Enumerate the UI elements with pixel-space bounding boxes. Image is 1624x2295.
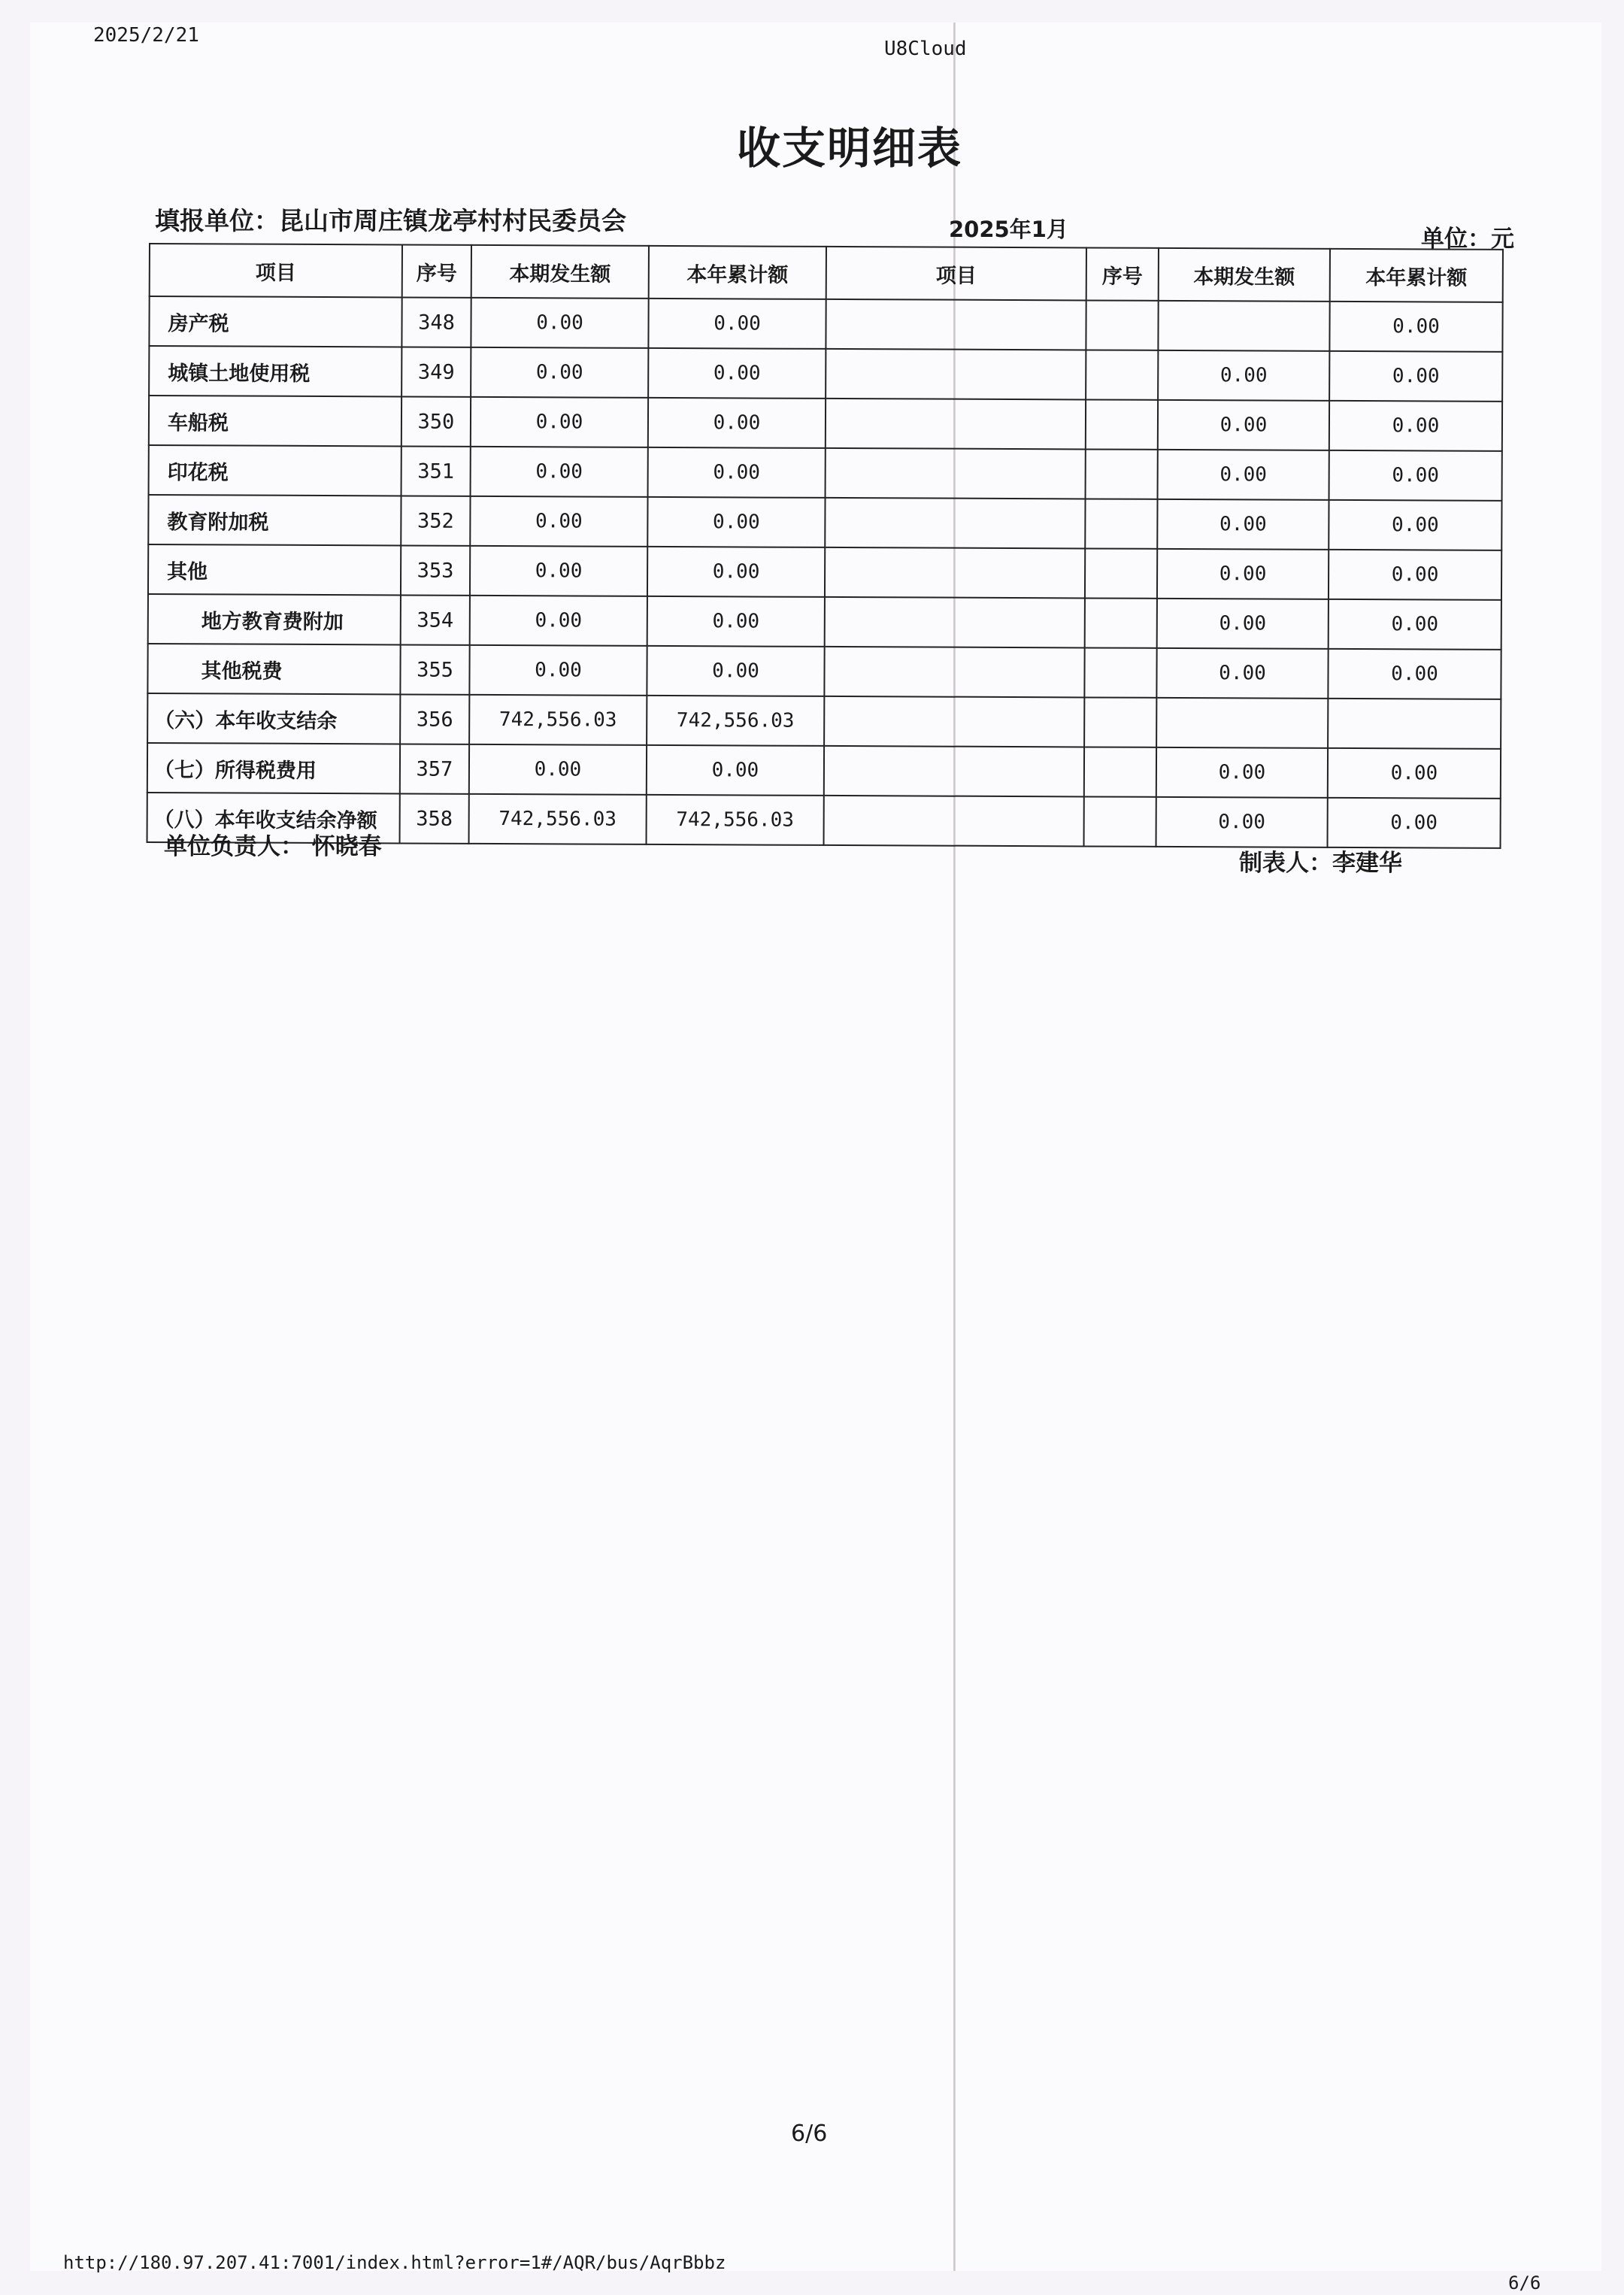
- currency-unit: 单位：元: [1421, 226, 1514, 253]
- reporting-unit: 填报单位：昆山市周庄镇龙亭村村民委员会: [155, 206, 626, 235]
- row-item-right: [824, 746, 1084, 797]
- row-current: 0.00: [470, 496, 647, 547]
- row-item-right: [826, 448, 1086, 499]
- header-seq: 序号: [402, 244, 471, 297]
- header-item: 项目: [150, 244, 402, 297]
- row-current-right: [1156, 698, 1328, 748]
- table-row: [149, 396, 1502, 451]
- page-number: 6/6: [791, 2121, 828, 2147]
- row-seq-right: [1086, 350, 1158, 399]
- header-ytd-amount: 本年累计额: [649, 246, 826, 299]
- row-current: 0.00: [470, 596, 647, 646]
- row-seq-right: [1086, 449, 1158, 499]
- row-seq: 354: [401, 595, 470, 644]
- row-ytd-right: 0.00: [1329, 450, 1502, 501]
- row-ytd-right: 0.00: [1328, 649, 1501, 699]
- header-current-amount-right: 本期发生额: [1159, 248, 1330, 302]
- row-item-right: [826, 299, 1086, 350]
- header-item-right: 项目: [826, 247, 1086, 301]
- row-item-right: [824, 696, 1084, 747]
- row-item-right: [825, 498, 1085, 549]
- table-row: [148, 594, 1501, 650]
- row-item: 车船税: [149, 396, 401, 446]
- table-row: [147, 693, 1501, 749]
- table-header-row: [150, 244, 1503, 302]
- preparer-signature: 制表人：李建华: [1239, 850, 1402, 877]
- row-current-right: 0.00: [1157, 549, 1329, 599]
- row-current: 0.00: [469, 744, 647, 795]
- row-current: 0.00: [471, 347, 648, 398]
- row-ytd: 0.00: [648, 348, 826, 399]
- row-item-right: [824, 796, 1084, 847]
- row-seq: 357: [400, 744, 469, 793]
- header-current-amount: 本期发生额: [471, 245, 649, 299]
- unit-head-signature: 单位负责人： 怀晓春: [164, 833, 382, 860]
- row-item: （六）本年收支结余: [147, 693, 400, 744]
- row-ytd: 0.00: [647, 745, 824, 796]
- row-ytd-right: 0.00: [1329, 302, 1502, 352]
- header-seq-right: 序号: [1086, 247, 1159, 300]
- row-item: 其他税费: [147, 644, 400, 694]
- row-seq-right: [1085, 548, 1157, 598]
- row-item-right: [825, 597, 1085, 648]
- row-ytd: 0.00: [648, 398, 826, 448]
- table-row: [148, 544, 1501, 600]
- row-current: 742,556.03: [469, 695, 647, 745]
- row-item-right: [824, 647, 1084, 698]
- row-seq: 351: [401, 446, 471, 496]
- report-period: 2025年1月: [949, 217, 1068, 242]
- row-current-right: 0.00: [1157, 499, 1329, 550]
- row-ytd: 0.00: [648, 447, 826, 498]
- row-current-right: 0.00: [1156, 797, 1328, 847]
- row-seq-right: [1084, 796, 1156, 846]
- row-current: 0.00: [469, 645, 647, 696]
- row-seq-right: [1085, 598, 1157, 647]
- row-item: （七）所得税费用: [147, 743, 400, 793]
- row-item-right: [826, 399, 1086, 450]
- row-ytd: 0.00: [647, 646, 824, 696]
- row-ytd: 0.00: [647, 596, 825, 647]
- table-row: [149, 296, 1502, 352]
- row-seq: 356: [400, 694, 469, 744]
- row-current-right: 0.00: [1158, 400, 1329, 450]
- row-ytd-right: 0.00: [1329, 599, 1501, 650]
- row-seq-right: [1085, 499, 1157, 548]
- row-seq-right: [1084, 697, 1156, 747]
- row-current-right: 0.00: [1156, 648, 1328, 699]
- row-ytd: 742,556.03: [647, 696, 824, 746]
- row-ytd-right: 0.00: [1329, 500, 1501, 550]
- table-row: [149, 445, 1502, 501]
- row-current: 0.00: [471, 447, 648, 497]
- row-seq: 353: [401, 545, 470, 595]
- row-item: （八）本年收支结余净额: [147, 793, 400, 843]
- row-current-right: 0.00: [1158, 350, 1329, 401]
- row-seq-right: [1086, 399, 1158, 449]
- row-item: 印花税: [149, 445, 401, 496]
- row-current: 742,556.03: [469, 794, 647, 844]
- row-seq-right: [1084, 747, 1156, 796]
- row-current-right: [1158, 301, 1329, 351]
- print-date: 2025/2/21: [93, 24, 199, 47]
- row-current-right: 0.00: [1157, 599, 1329, 649]
- row-current-right: 0.00: [1156, 747, 1328, 798]
- row-item-right: [826, 349, 1086, 400]
- row-item: 其他: [148, 544, 401, 595]
- row-seq-right: [1084, 647, 1156, 697]
- row-ytd-right: 0.00: [1328, 748, 1501, 799]
- row-item: 城镇土地使用税: [149, 346, 401, 396]
- row-current: 0.00: [471, 397, 648, 447]
- row-seq: 358: [400, 793, 469, 843]
- row-seq: 350: [401, 396, 471, 446]
- row-ytd-right: [1328, 699, 1501, 749]
- row-ytd: 0.00: [648, 299, 826, 349]
- row-seq: 349: [401, 347, 471, 396]
- row-ytd-right: 0.00: [1328, 798, 1501, 848]
- table-row: [147, 743, 1501, 799]
- row-ytd: 742,556.03: [647, 795, 824, 845]
- row-item: 教育附加税: [148, 495, 401, 545]
- row-ytd: 0.00: [647, 547, 825, 597]
- row-seq: 355: [400, 644, 469, 694]
- page-corner-number: 6/6: [1508, 2272, 1541, 2293]
- row-seq-right: [1086, 300, 1158, 350]
- row-ytd-right: 0.00: [1329, 550, 1501, 600]
- row-ytd-right: 0.00: [1329, 401, 1502, 451]
- income-expense-table: [147, 243, 1504, 849]
- row-item: 房产税: [149, 296, 401, 347]
- table-row: [147, 644, 1501, 699]
- row-ytd: 0.00: [647, 497, 825, 547]
- row-item: 地方教育费附加: [148, 594, 401, 644]
- row-seq: 352: [401, 496, 470, 545]
- header-ytd-amount-right: 本年累计额: [1330, 249, 1503, 302]
- row-current-right: 0.00: [1158, 450, 1329, 500]
- page-url: http://180.97.207.41:7001/index.html?error=1#/AQR/bus/AqrBbbz: [63, 2252, 726, 2273]
- table-row: [148, 495, 1501, 550]
- row-seq: 348: [401, 297, 471, 347]
- app-name: U8Cloud: [884, 38, 967, 60]
- row-item-right: [825, 547, 1085, 599]
- row-ytd-right: 0.00: [1329, 351, 1502, 402]
- row-current: 0.00: [470, 546, 647, 596]
- report-title: 收支明细表: [737, 123, 963, 174]
- table-row: [149, 346, 1502, 402]
- row-current: 0.00: [471, 298, 648, 348]
